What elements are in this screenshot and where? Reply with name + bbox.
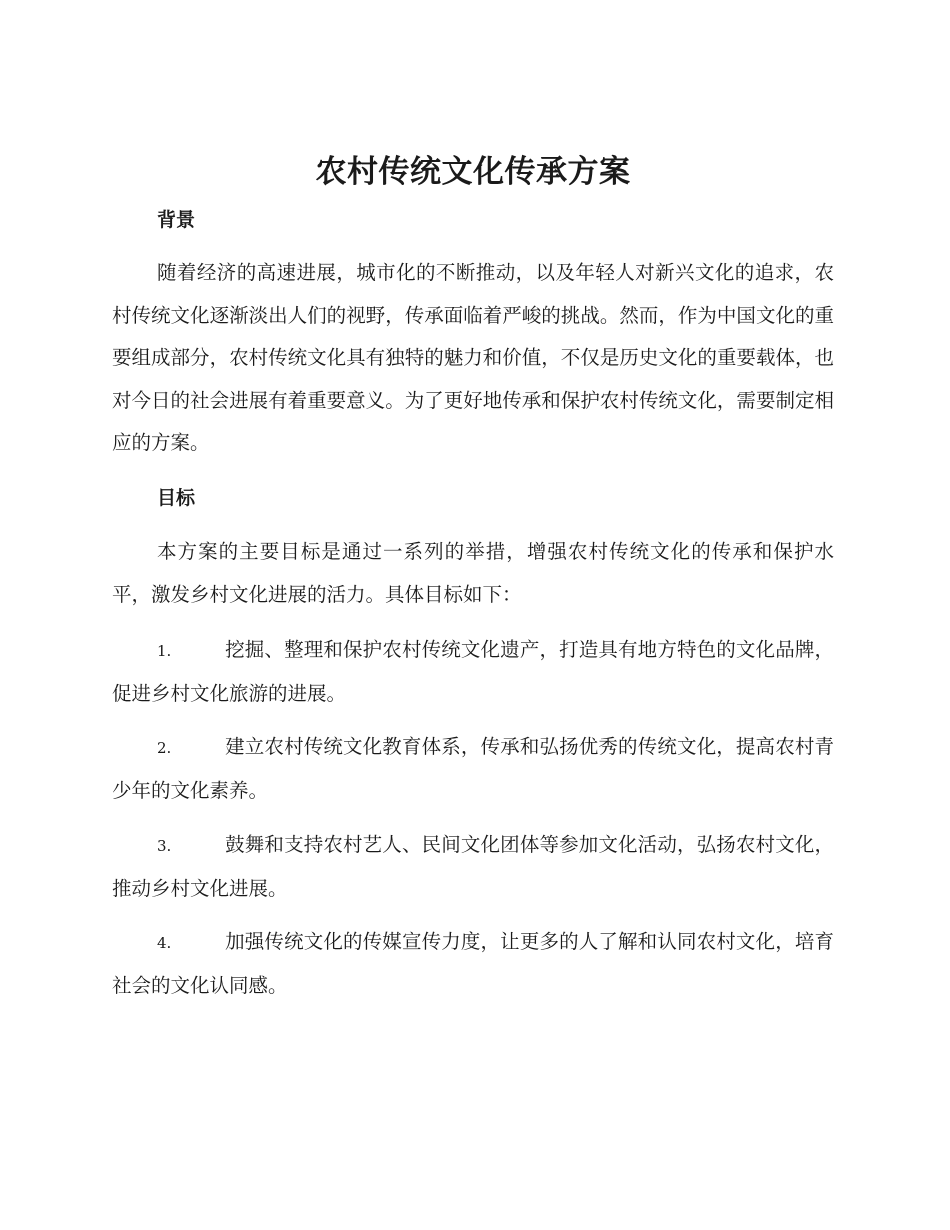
list-number: 1. (157, 642, 172, 660)
list-item-text: 挖掘、整理和保护农村传统文化遗产，打造具有地方特色的文化品牌，促进乡村文化旅游的进展。 (112, 638, 834, 705)
list-item-text: 鼓舞和支持农村艺人、民间文化团体等参加文化活动，弘扬农村文化，推动乡村文化进展。 (112, 833, 834, 900)
list-item-text: 建立农村传统文化教育体系，传承和弘扬优秀的传统文化，提高农村青少年的文化素养。 (112, 735, 834, 802)
list-number: 2. (157, 739, 172, 757)
list-number: 4. (157, 934, 172, 952)
section-heading-background: 背景 (157, 209, 196, 231)
section-heading-goals: 目标 (157, 487, 196, 509)
document-title: 农村传统文化传承方案 (315, 154, 631, 190)
goal-list-item-4 (112, 921, 834, 1007)
goals-intro-paragraph: 本方案的主要目标是通过一系列的举措，增强农村传统文化的传承和保护水平，激发乡村文化进展的活力。具体目标如下： (112, 540, 834, 606)
goal-list-item-3 (112, 824, 834, 910)
background-paragraph: 随着经济的高速进展，城市化的不断推动，以及年轻人对新兴文化的追求，农村传统文化逐渐淡出人们的视野，传承面临着严峻的挑战。然而，作为中国文化的重要组成部分，农村传统文化具有独特的魅力和价值，不仅是历史文化的重要载体，也对今日的社会进展有着重要意义。为了更好地传承和保护农村传统文化，需要制定相应的方案。 (112, 261, 834, 454)
list-item-text: 加强传统文化的传媒宣传力度，让更多的人了解和认同农村文化，培育社会的文化认同感。 (112, 930, 834, 997)
goal-list-item-1 (112, 629, 834, 715)
list-number: 3. (157, 837, 172, 855)
goal-list-item-2 (112, 726, 834, 812)
